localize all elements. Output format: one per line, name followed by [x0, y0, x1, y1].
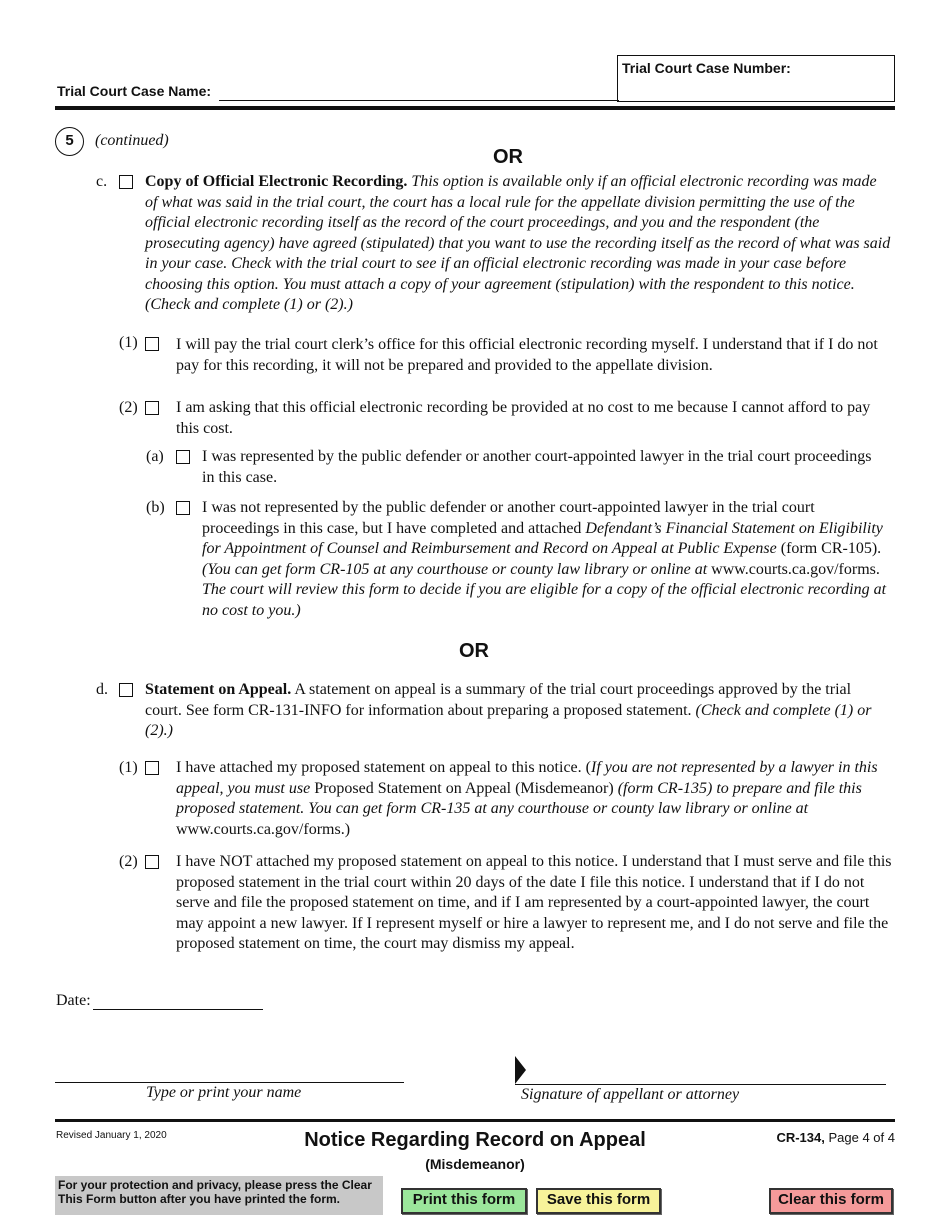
option-c2a-text: I was represented by the public defender or another court-appointed lawyer in the trial court proceedings in this case.: [202, 448, 872, 486]
option-d1-form: Proposed Statement on Appeal (Misdemeanor): [314, 779, 614, 797]
case-number-box[interactable]: [617, 55, 895, 102]
option-c2-text: I am asking that this official electronic recording be provided at no cost to me because I cannot afford to pay this cost.: [176, 399, 871, 437]
option-c2b-text-1: I was not represented by the public defender or another court-appointed lawyer in the trial court proceedings in this case, but I have completed and attached: [202, 499, 815, 537]
option-c1-text: I will pay the trial court clerk’s office for this official electronic recording myself. I understand that if I do not pay for this recording, it will not be prepared and provided to the appellate division.: [176, 336, 878, 374]
option-c-description: This option is available only if an official electronic recording was made of what was said in the trial court, the court has a local rule for the appellate division permitting the use of the official electronic recording itself as the record of the court proceedings, and you and the respondent (the prosecuting agency) have agreed (stipulated) that you want to use the recording itself as the record of what was said in your case. Check with the trial court to see if an official electronic recording was made in your case before choosing this option. You must attach a copy of your agreement (stipulation) with the respondent to this notice. (Check and complete (1) or (2).): [145, 173, 891, 313]
option-c2b-form-title: Defendant’s Financial Statement on Eligibility for Appointment of Counsel and Reimbursement and Record on Appeal at Public Expense: [202, 519, 883, 557]
option-d1-paragraph: [176, 758, 888, 840]
option-d2-text: I have NOT attached my proposed statement on appeal to this notice. I understand that I must serve and file this proposed statement in the trial court within 20 days of the date I file this notice. I understand that if I do not serve and file the proposed statement on time, and if I am represented by a court-appointed lawyer, the court may appoint a new lawyer. If I represent myself or hire a lawyer to represent me, and I do not serve and file the proposed statement on time, the court may dismiss my appeal.: [176, 853, 892, 952]
option-c2b-checkbox[interactable]: [176, 501, 190, 515]
option-c2-checkbox[interactable]: [145, 401, 159, 415]
option-d1-text-1: I have attached my proposed statement on appeal to this notice. (: [176, 759, 591, 776]
date-line[interactable]: [93, 1009, 263, 1010]
option-c2b-paragraph: [202, 498, 894, 621]
option-d1-url: www.courts.ca.gov/forms.): [176, 820, 351, 838]
option-c2-number: (2): [119, 399, 138, 416]
header-rule: [55, 106, 895, 110]
option-d-description-italic: (Check and complete (1) or (2).): [145, 701, 872, 739]
print-form-button[interactable]: Print this form: [401, 1188, 527, 1214]
option-c2b-italic-1: (You can get form CR-105 at any courthouse or county law library or online at: [202, 560, 712, 578]
option-c-letter: c.: [96, 173, 108, 190]
option-d1-italic-1: If you are not represented by a lawyer in this appeal, you must use: [176, 759, 878, 797]
option-c2b-number: (b): [146, 499, 165, 516]
option-c2b-url: www.courts.ca.gov/forms.: [711, 560, 880, 578]
case-name-label: Trial Court Case Name:: [57, 83, 212, 99]
option-d-title: Statement on Appeal.: [145, 681, 292, 698]
option-d-paragraph: [145, 680, 880, 742]
option-d-description: A statement on appeal is a summary of the trial court proceedings approved by the trial court. See form CR-131-INFO for information about preparing a proposed statement.: [145, 681, 852, 719]
option-d2-number: (2): [119, 853, 138, 870]
name-caption: Type or print your name: [146, 1084, 302, 1101]
date-label: Date:: [56, 992, 91, 1009]
option-d1-number: (1): [119, 759, 138, 776]
option-c2a-number: (a): [146, 448, 164, 465]
option-d2-checkbox[interactable]: [145, 855, 159, 869]
form-id: CR-134,: [776, 1130, 825, 1145]
case-name-line: [219, 100, 619, 101]
signature-arrow-icon: [515, 1056, 526, 1084]
or-divider-1: OR: [493, 146, 523, 168]
option-d1-checkbox[interactable]: [145, 761, 159, 775]
option-c2a-checkbox[interactable]: [176, 450, 190, 464]
option-d-letter: d.: [96, 681, 108, 698]
form-subtitle: (Misdemeanor): [425, 1156, 525, 1172]
option-c-paragraph: [145, 172, 893, 316]
form-title: Notice Regarding Record on Appeal: [304, 1129, 646, 1151]
privacy-note: For your protection and privacy, please press the Clear This Form button after you have printed the form.: [55, 1176, 383, 1215]
page-number: Page 4 of 4: [824, 1130, 895, 1145]
option-d-checkbox[interactable]: [119, 683, 133, 697]
option-c2b-italic-2: The court will review this form to decide if you are eligible for a copy of the official electronic recording at no cost to you.): [202, 581, 887, 619]
save-form-button[interactable]: Save this form: [536, 1188, 661, 1214]
footer-rule: [55, 1119, 895, 1122]
or-divider-2: OR: [459, 640, 489, 662]
option-c1-checkbox[interactable]: [145, 337, 159, 351]
option-d1-italic-2: (form CR-135) to prepare and file this proposed statement. You can get form CR-135 at any courthouse or county law library or online at: [176, 779, 862, 817]
case-number-label: Trial Court Case Number:: [622, 60, 791, 76]
section-number: 5: [55, 127, 84, 156]
option-c2b-text-2: (form CR-105).: [776, 540, 882, 557]
option-c-title: Copy of Official Electronic Recording.: [145, 173, 408, 190]
section-continued: (continued): [95, 132, 169, 149]
option-c1-number: (1): [119, 334, 138, 351]
clear-form-button[interactable]: Clear this form: [769, 1188, 893, 1214]
signature-caption: Signature of appellant or attorney: [521, 1086, 740, 1103]
option-c-checkbox[interactable]: [119, 175, 133, 189]
form-id-page: [776, 1130, 895, 1145]
revised-date: Revised January 1, 2020: [56, 1130, 167, 1141]
